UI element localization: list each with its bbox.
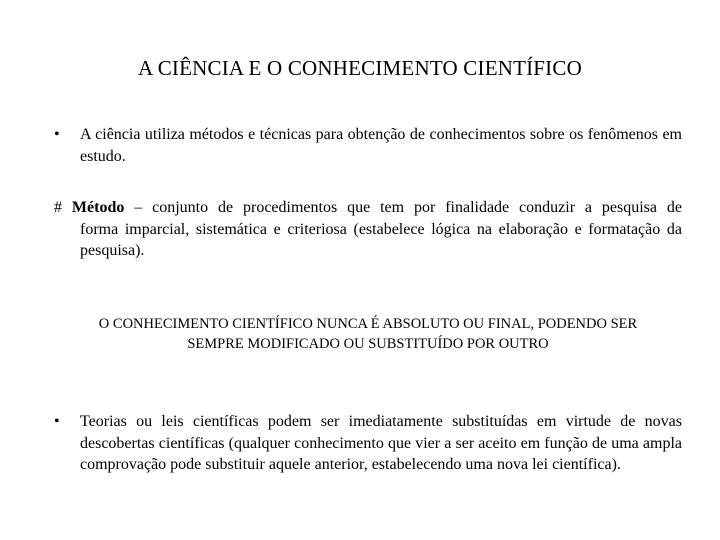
method-first-line-text: – conjunto de procedimentos que tem por finalidade conduzir a pesquisa de xyxy=(124,199,683,216)
method-definition xyxy=(54,197,682,262)
method-label: Método xyxy=(71,199,125,216)
method-prefix: # xyxy=(54,199,72,216)
bullet-item-science-methods xyxy=(54,124,682,167)
bullet-dot-icon: • xyxy=(54,126,60,143)
bullet-item-theories-laws xyxy=(54,411,682,476)
notice-line-2: SEMPRE MODIFICADO OU SUBSTITUÍDO POR OUTRO xyxy=(187,336,549,352)
bullet-text: A ciência utiliza métodos e técnicas para obtenção de conhecimentos sobre os fenômenos em estudo. xyxy=(80,126,682,165)
method-continuation-text: forma imparcial, sistemática e criteriosa (estabelece lógica na elaboração e formatação da pesquisa). xyxy=(80,220,682,259)
notice-line-1: O CONHECIMENTO CIENTÍFICO NUNCA É ABSOLUTO OU FINAL, PODENDO SER xyxy=(98,316,638,332)
slide-title: A CIÊNCIA E O CONHECIMENTO CIENTÍFICO xyxy=(138,56,582,80)
bullet-dot-icon: • xyxy=(54,413,60,430)
bullet-text: Teorias ou leis científicas podem ser imediatamente substituídas em virtude de novas descobertas científicas (qualquer conhecimento que vier a ser aceito em função de uma ampla comprovação pode substituir aquele anterior, estabelecendo uma nova lei científica). xyxy=(80,413,682,473)
notice-statement xyxy=(50,314,686,354)
method-first-line xyxy=(54,197,682,219)
